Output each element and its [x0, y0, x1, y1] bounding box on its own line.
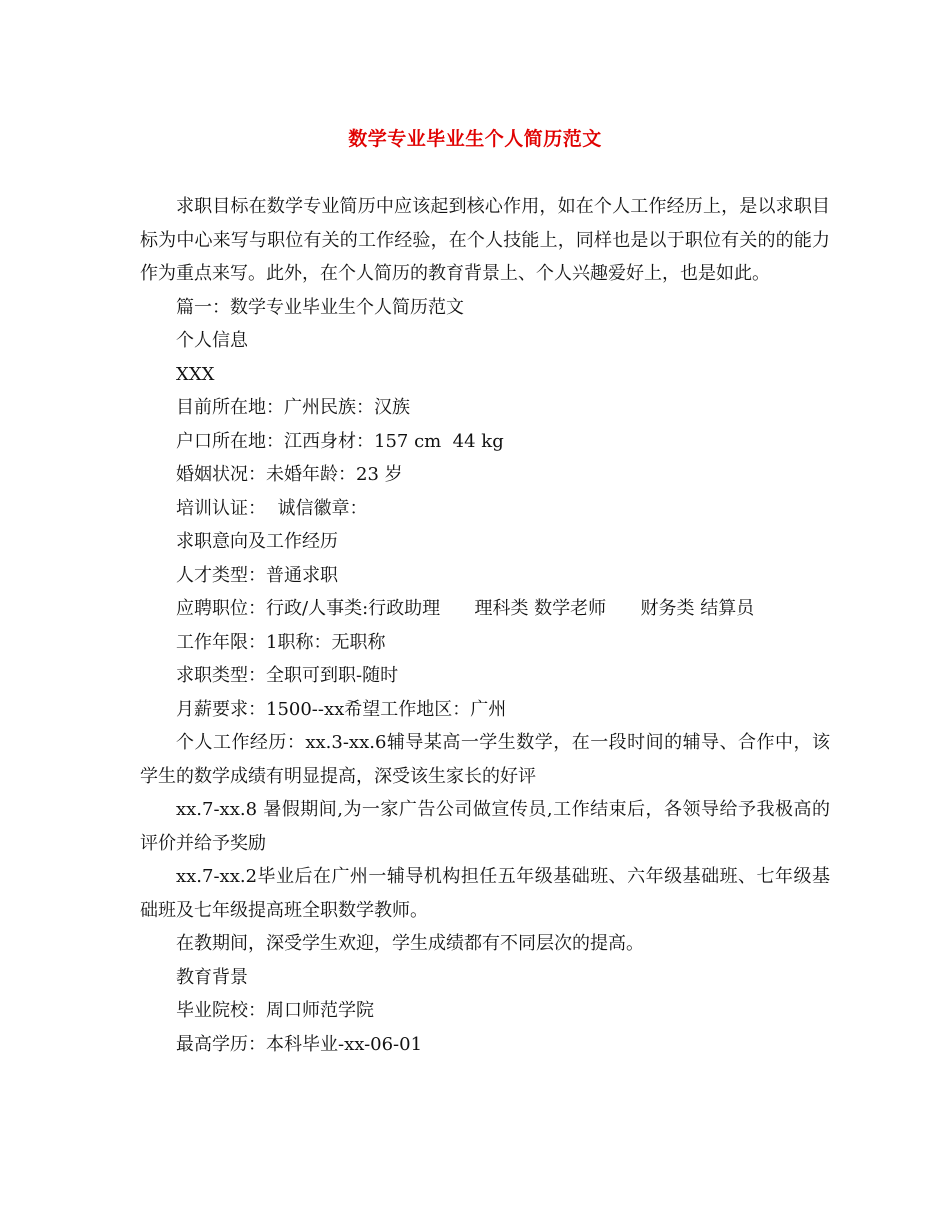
info-positions: 应聘职位：行政/人事类:行政助理 理科类 数学老师 财务类 结算员 — [176, 598, 755, 619]
info-years-title: 工作年限：1职称：无职称 — [176, 631, 386, 653]
info-degree: 最高学历：本科毕业-xx-06-01 — [176, 1033, 423, 1055]
info-marital-age: 婚姻状况：未婚年龄：23 岁 — [176, 464, 403, 485]
info-talent-type: 人才类型：普通求职 — [176, 564, 338, 586]
info-school: 毕业院校：周口师范学院 — [176, 1000, 374, 1021]
section-heading-sample-one: 篇一：数学专业毕业生个人简历范文 — [176, 296, 464, 318]
heading-job-intent: 求职意向及工作经历 — [176, 531, 338, 552]
work-experience-4: 在教期间，深受学生欢迎，学生成绩都有不同层次的提高。 — [176, 933, 644, 954]
info-job-type: 求职类型：全职可到职-随时 — [176, 665, 399, 686]
info-certification: 培训认证： 诚信徽章： — [176, 497, 368, 519]
document-title: 数学专业毕业生个人简历范文 — [348, 128, 602, 150]
work-experience-1: 个人工作经历：xx.3-xx.6辅导某高一学生数学，在一段时间的辅导、合作中，该学生的数学成绩有明显提高，深受该生家长的好评 — [140, 732, 830, 787]
work-experience-3: xx.7-xx.2毕业后在广州一辅导机构担任五年级基础班、六年级基础班、七年级基础班及七年级提高班全职数学教师。 — [140, 866, 830, 921]
work-experience-2: xx.7-xx.8 暑假期间,为一家广告公司做宣传员,工作结束后，各领导给予我极高的评价并给予奖励 — [140, 799, 830, 854]
heading-personal-info: 个人信息 — [176, 330, 248, 351]
heading-education: 教育背景 — [176, 966, 248, 988]
info-salary-area: 月薪要求：1500--xx希望工作地区：广州 — [176, 698, 507, 720]
applicant-name: XXX — [176, 363, 215, 385]
intro-paragraph: 求职目标在数学专业简历中应该起到核心作用，如在个人工作经历上，是以求职目标为中心来写与职位有关的工作经验，在个人技能上，同样也是以于职位有关的的能力作为重点来写。此外，在个人简历的教育背景上、个人兴趣爱好上，也是如此。 — [140, 196, 830, 284]
info-hukou-body: 户口所在地：江西身材：157 cm 44 kg — [176, 430, 504, 452]
info-location-ethnicity: 目前所在地：广州民族：汉族 — [176, 397, 410, 418]
document-body — [140, 190, 830, 1061]
